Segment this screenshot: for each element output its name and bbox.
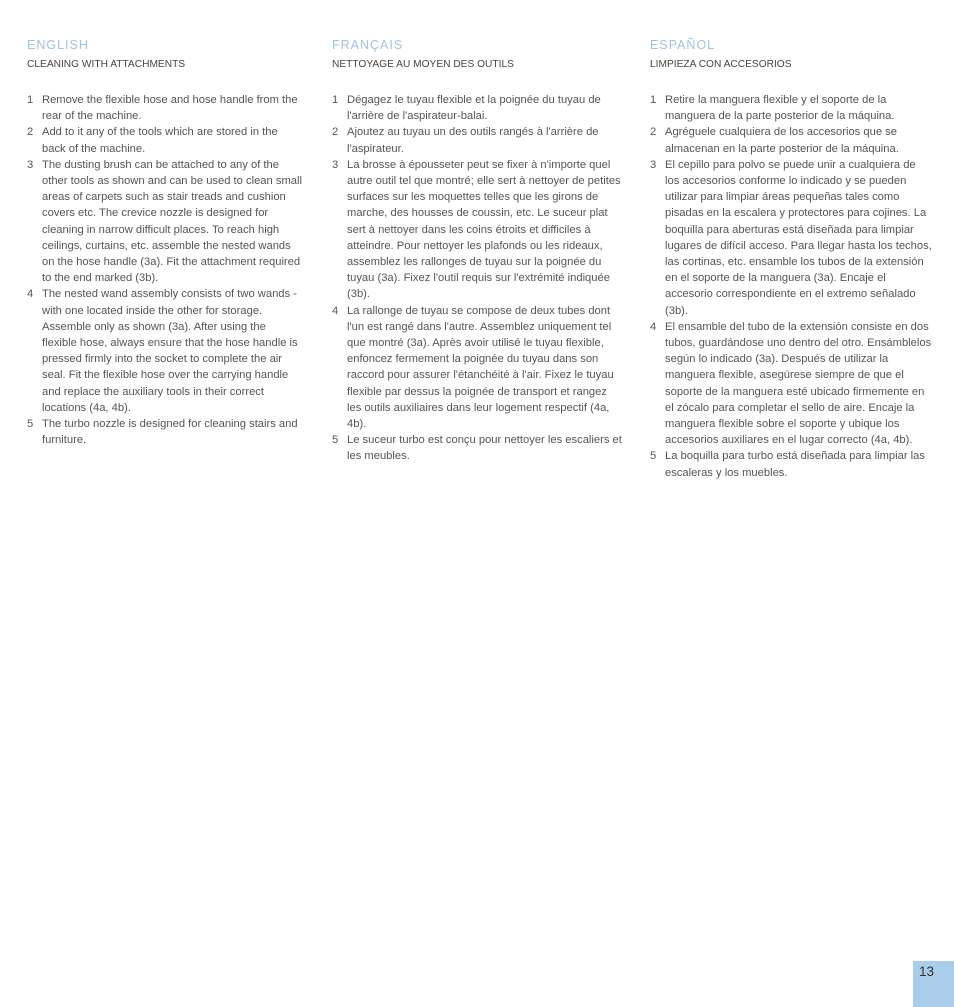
list-item: [650, 124, 932, 156]
item-text: Add to it any of the tools which are stored in the back of the machine.: [42, 126, 278, 155]
item-text: El cepillo para polvo se puede unir a cualquiera de los accesorios conforme lo indicado y se pueden utilizar para limpiar áreas pequeñas tales como pisadas en la escalera y protectores para cojines. La boquilla para aberturas está diseñada para limpiar lugares de difícil acceso. Para llegar hasta los techos, las cortinas, etc. ensamble los tubos de la extensión en el soporte de la manguera (3a). Encaje el accesorio correspondiente en el extremo señalado (3b).: [665, 158, 932, 317]
item-text: La rallonge de tuyau se compose de deux tubes dont l'un est rangé dans l'autre. Assemblez uniquement tel que montré (3a). Après avoir utilisé le tuyau flexible, enfoncez fermement la poignée du tuyau dans son raccord pour assurer l'étanchéité à l'air. Fixez le tuyau flexible par dessus la poignée de transport et rangez les outils auxiliaires dans leur logement respectif (4a, 4b).: [347, 304, 614, 431]
item-number: 2: [332, 126, 339, 139]
list-item: [27, 157, 303, 287]
language-title: FRANÇAIS: [332, 38, 404, 52]
item-text: La boquilla para turbo está diseñada para limpiar las escaleras y los muebles.: [665, 450, 925, 479]
item-text: Retire la manguera flexible y el soporte de la manguera de la parte posterior de la máquina.: [665, 94, 895, 123]
instruction-list: [332, 92, 624, 465]
section-heading: CLEANING WITH ATTACHMENTS: [27, 59, 186, 70]
list-item: [650, 157, 932, 319]
item-text: The nested wand assembly consists of two wands - with one located inside the other for storage. Assemble only as shown (3a). After using the flexible hose, always ensure that the hose handle is pressed firmly into the socket to complete the air seal. Fit the flexible hose over the carrying handle and replace the auxiliary tools in their correct locations (4a, 4b).: [42, 288, 298, 414]
section-heading: LIMPIEZA CON ACCESORIOS: [650, 59, 792, 70]
page-number-tab: [913, 961, 954, 1007]
item-text: Dégagez le tuyau flexible et la poignée du tuyau de l'arrière de l'aspirateur-balai.: [347, 94, 601, 123]
list-item: [27, 416, 303, 448]
item-text: Le suceur turbo est conçu pour nettoyer les escaliers et les meubles.: [347, 434, 622, 463]
item-text: El ensamble del tubo de la extensión consiste en dos tubos, guardándose uno dentro del otro. Ensámblelos según lo indicado (3a). Después de utilizar la manguera flexible, asegúrese siempre de que el soporte de la manguera esté ubicado firmemente en el zócalo para completar el sello de aire. Encaje la manguera flexible sobre el soporte y ubique los accesorios auxiliares en el lugar correcto (4a, 4b).: [665, 320, 932, 447]
item-number: 1: [27, 94, 34, 106]
english-column: [27, 38, 303, 448]
language-title: ENGLISH: [27, 38, 89, 52]
item-number: 3: [27, 158, 34, 171]
item-text: The turbo nozzle is designed for cleaning stairs and furniture.: [42, 418, 298, 447]
item-text: Remove the flexible hose and hose handle from the rear of the machine.: [42, 94, 298, 123]
item-number: 5: [27, 418, 34, 431]
item-number: 4: [332, 304, 339, 317]
list-item: [650, 319, 932, 449]
item-number: 1: [332, 94, 339, 106]
list-item: [650, 448, 932, 480]
list-item: [332, 92, 624, 124]
instruction-list: [27, 92, 303, 448]
page-number: 13: [919, 964, 935, 979]
item-number: 5: [650, 450, 657, 463]
item-number: 1: [650, 94, 657, 106]
item-text: The dusting brush can be attached to any of the other tools as shown and can be used to clean small areas of carpets such as stair treads and cushion covers etc. The crevice nozzle is designed for cleaning in narrow difficult places. To reach high ceilings, curtains, etc. assemble the nested wands on the hose handle (3a). Fit the attachment required to the end marked (3b).: [42, 158, 302, 285]
item-text: Ajoutez au tuyau un des outils rangés à l'arrière de l'aspirateur.: [347, 126, 599, 155]
item-number: 3: [332, 158, 339, 171]
item-number: 4: [650, 320, 657, 333]
item-number: 2: [650, 126, 657, 139]
spanish-column: [650, 38, 932, 481]
item-number: 5: [332, 434, 339, 447]
list-item: [332, 432, 624, 464]
item-number: 2: [27, 126, 34, 139]
list-item: [650, 92, 932, 124]
list-item: [332, 303, 624, 433]
list-item: [332, 157, 624, 303]
list-item: [27, 124, 303, 156]
instruction-list: [650, 92, 932, 481]
item-text: Agréguele cualquiera de los accesorios que se almacenan en la parte posterior de la máquina.: [665, 126, 899, 155]
language-title: ESPAÑOL: [650, 38, 716, 52]
item-number: 4: [27, 288, 34, 301]
list-item: [332, 124, 624, 156]
list-item: [27, 286, 303, 416]
item-text: La brosse à épousseter peut se fixer à n'importe quel autre outil tel que montré; elle sert à nettoyer de petites surfaces sur les moquettes telles que les girons de marche, des housses de coussin, etc. Le suceur plat sert à nettoyer dans les coins étroits et difficiles à atteindre. Pour nettoyer les plafonds ou les rideaux, assemblez les rallonges de tuyau sur la poignée du tuyau (3a). Fixez l'outil requis sur l'extrémité indiquée (3b).: [347, 158, 621, 301]
item-number: 3: [650, 158, 657, 171]
section-heading: NETTOYAGE AU MOYEN DES OUTILS: [332, 59, 514, 70]
list-item: [27, 92, 303, 124]
french-column: [332, 38, 624, 465]
